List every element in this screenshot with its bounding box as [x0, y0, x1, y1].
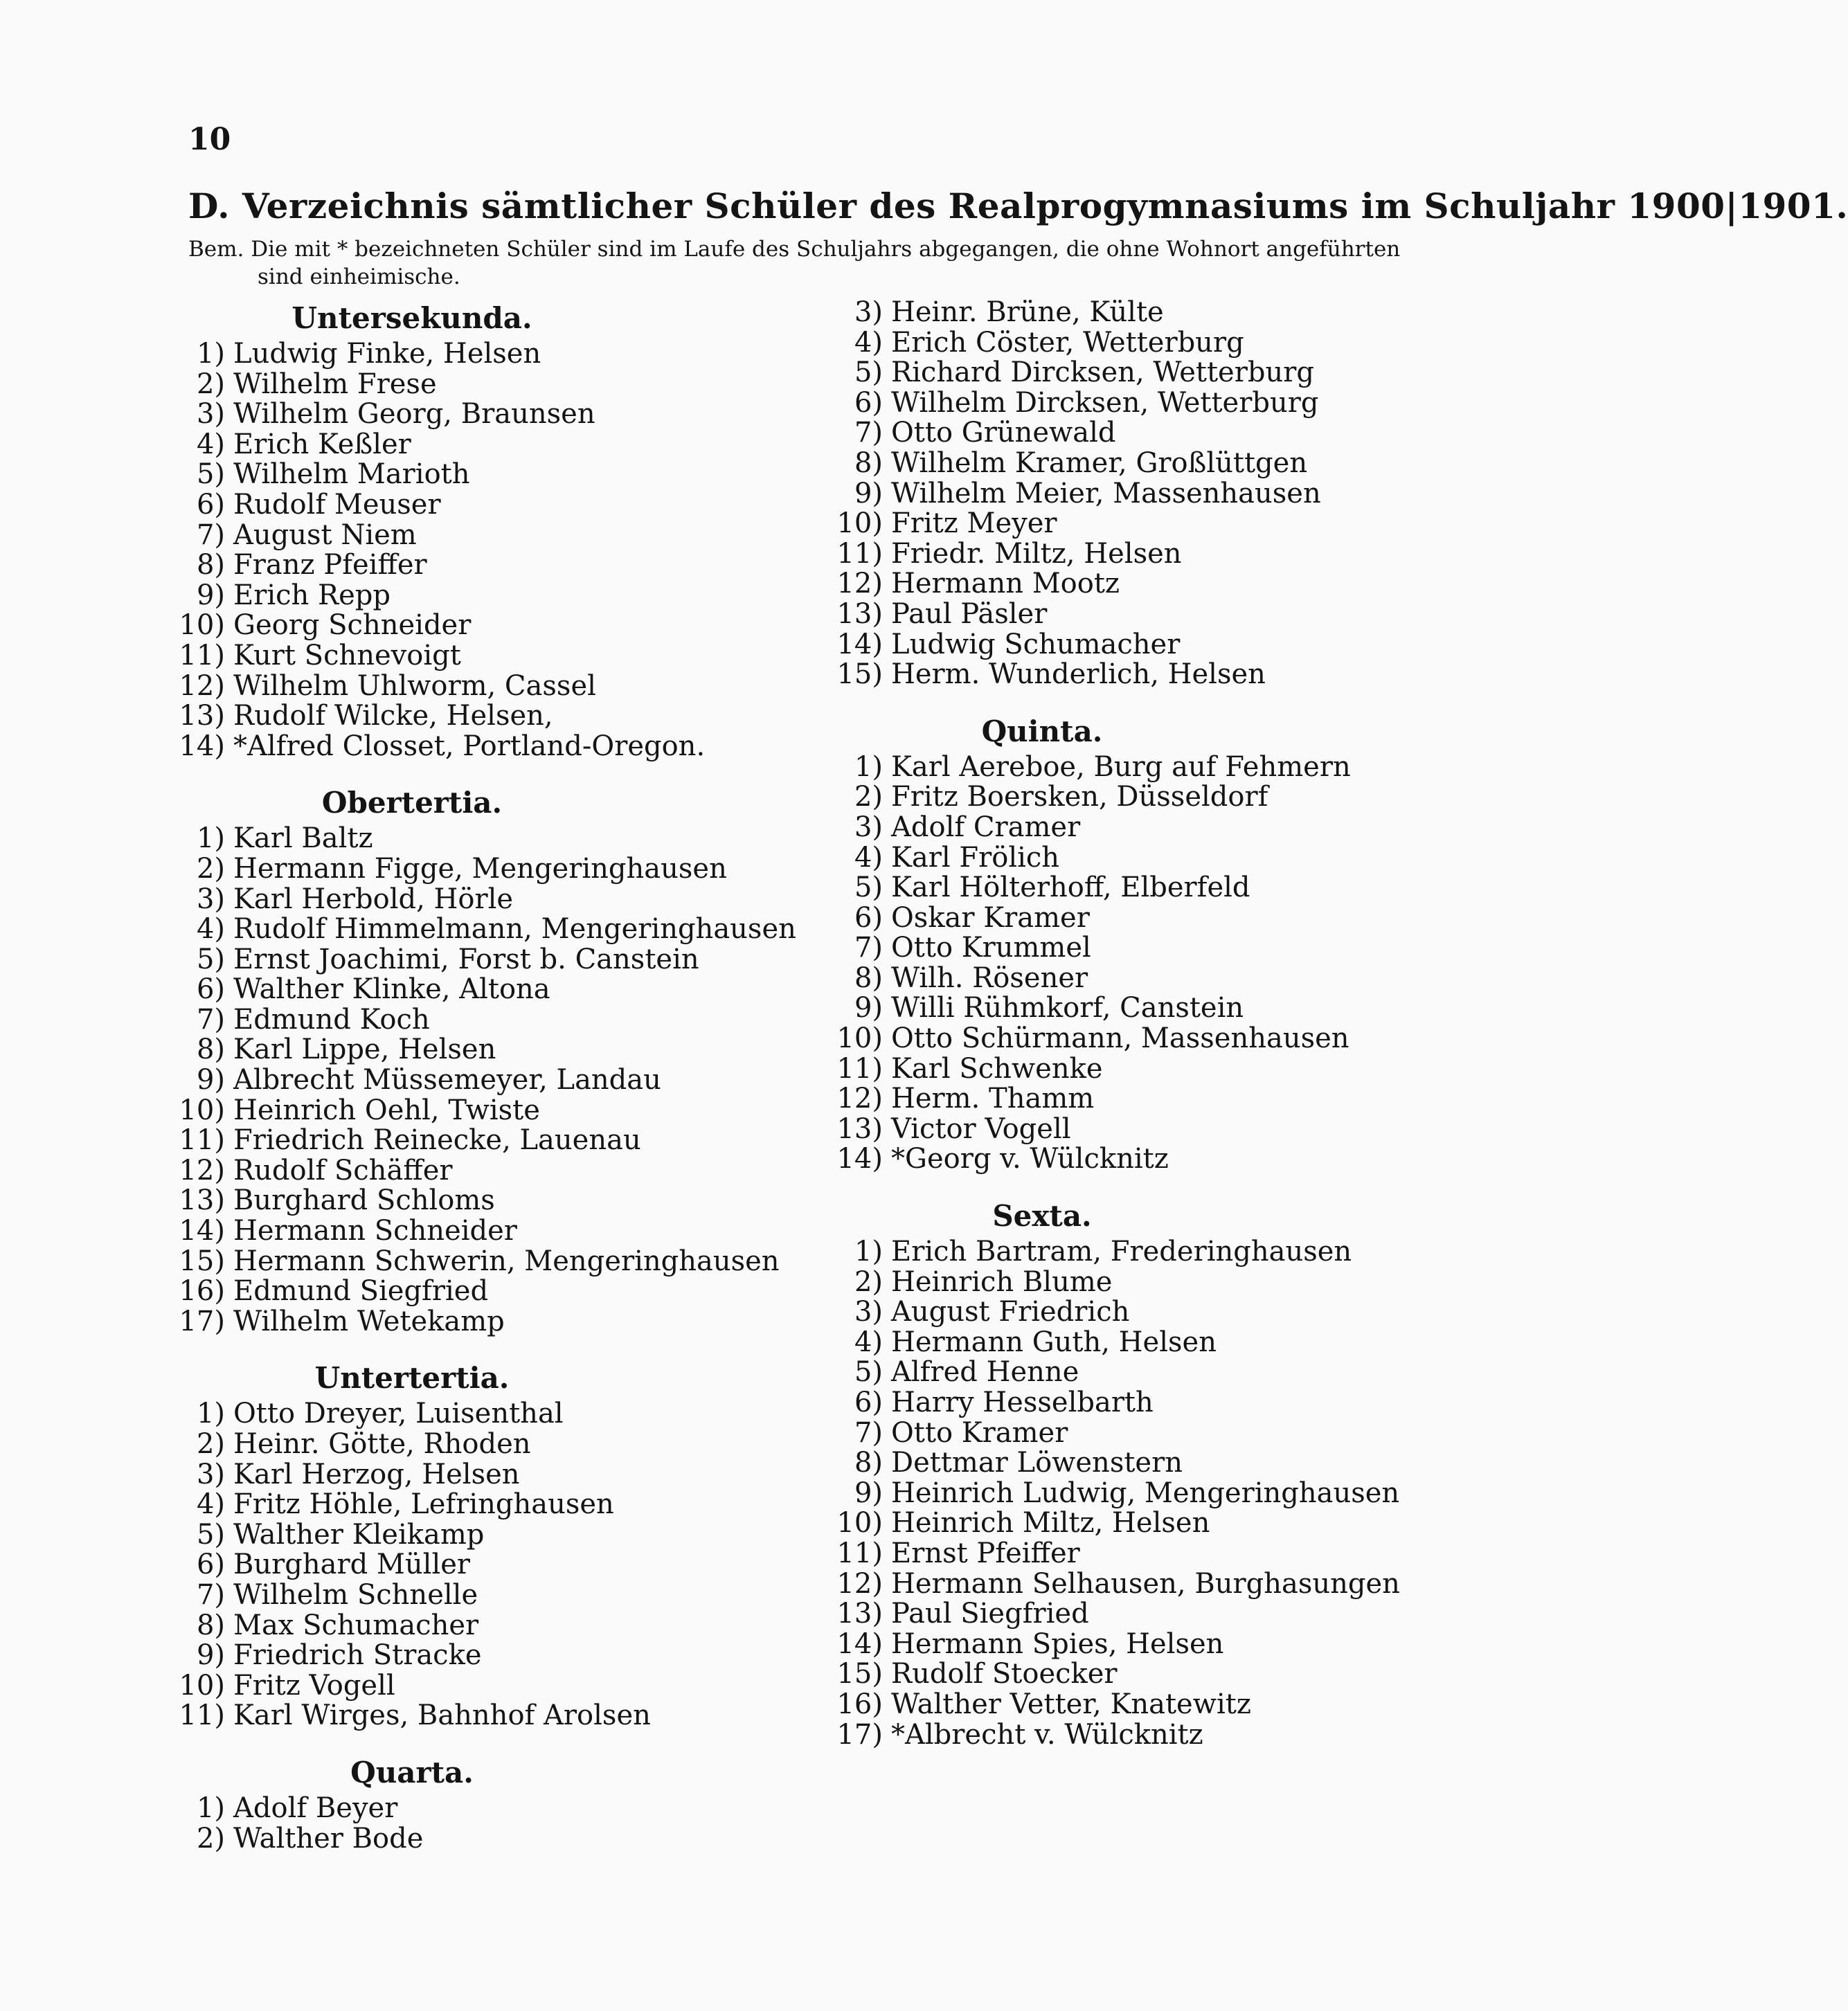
student-name: Fritz Vogell	[233, 1669, 395, 1702]
student-name: August Niem	[233, 518, 417, 551]
page-number: 10	[188, 122, 231, 157]
student-name: Walther Klinke, Altona	[233, 973, 550, 1006]
entry-number: 1)	[854, 750, 883, 783]
student-name: Wilhelm Georg, Braunsen	[233, 398, 595, 431]
entry-number: 10)	[836, 1507, 883, 1540]
student-entry	[820, 630, 1444, 660]
student-entry	[820, 993, 1444, 1024]
page-title: D. Verzeichnis sämtlicher Schüler des Realprogymnasiums im Schuljahr 1900|1901.	[188, 186, 1848, 226]
student-entry	[163, 1399, 786, 1430]
student-entry	[163, 1035, 786, 1065]
student-entry	[163, 913, 796, 946]
entry-number: 3)	[196, 883, 225, 915]
student-entry	[163, 641, 786, 671]
class-title: Quinta.	[981, 714, 1103, 748]
class-title: Untertertia.	[314, 1361, 510, 1396]
entry-number: 11)	[836, 537, 883, 570]
student-entry	[820, 873, 1444, 903]
student-entry	[820, 388, 1444, 419]
student-list	[820, 752, 1444, 1175]
student-name: Wilhelm Meier, Massenhausen	[891, 477, 1321, 509]
student-name: Paul Siegfried	[891, 1598, 1089, 1630]
student-name: Herm. Thamm	[891, 1083, 1095, 1115]
student-entry	[820, 1690, 1444, 1720]
student-name: Heinrich Miltz, Helsen	[891, 1507, 1210, 1540]
entry-number: 6)	[854, 1387, 883, 1418]
entry-number: 3)	[854, 296, 883, 328]
entry-number: 7)	[854, 1416, 883, 1449]
student-entry	[163, 339, 786, 370]
student-entry	[820, 813, 1444, 843]
student-entry	[163, 1460, 786, 1490]
entry-number: 8)	[854, 447, 883, 479]
student-name: Edmund Siegfried	[233, 1275, 489, 1308]
entry-number: 10)	[179, 1669, 225, 1702]
student-name: Karl Wirges, Bahnhof Arolsen	[233, 1699, 651, 1732]
entry-number: 2)	[196, 1428, 225, 1460]
entry-number: 15)	[836, 658, 883, 691]
student-name: Ernst Pfeiffer	[891, 1537, 1080, 1569]
entry-number: 16)	[836, 1688, 883, 1720]
entry-number: 9)	[196, 579, 225, 611]
student-entry	[163, 975, 786, 1005]
entry-number: 5)	[854, 1356, 883, 1389]
student-list	[163, 1399, 786, 1731]
student-name: Heinrich Oehl, Twiste	[233, 1094, 540, 1126]
student-entry	[163, 430, 786, 460]
entry-number: 10)	[179, 609, 225, 642]
entry-number: 10)	[179, 1094, 225, 1126]
student-name: Karl Hölterhoff, Elberfeld	[891, 872, 1250, 904]
student-name: *Albrecht v. Wülcknitz	[891, 1718, 1203, 1751]
entry-number: 9)	[196, 1064, 225, 1097]
entry-number: 7)	[854, 932, 883, 964]
student-name: Adolf Cramer	[891, 811, 1081, 843]
student-name: Max Schumacher	[233, 1609, 479, 1641]
student-name: Friedrich Reinecke, Lauenau	[233, 1124, 641, 1157]
entry-number: 8)	[196, 1034, 225, 1066]
entry-number: 17)	[836, 1718, 883, 1751]
student-entry	[820, 1024, 1444, 1054]
student-name: August Friedrich	[891, 1296, 1130, 1328]
left-column	[163, 298, 796, 1877]
student-name: Rudolf Wilcke, Helsen,	[233, 700, 553, 732]
student-name: Hermann Schneider	[233, 1215, 517, 1247]
entry-number: 14)	[836, 1627, 883, 1660]
student-name: Wilhelm Schnelle	[233, 1578, 478, 1611]
student-name: Herm. Wunderlich, Helsen	[891, 658, 1266, 691]
entry-number: 6)	[854, 901, 883, 934]
entry-number: 11)	[179, 1124, 225, 1157]
student-name: Harry Hesselbarth	[891, 1387, 1154, 1418]
student-name: Rudolf Meuser	[233, 488, 441, 521]
student-entry	[163, 1794, 786, 1824]
entry-number: 8)	[854, 962, 883, 994]
entry-number: 11)	[179, 1699, 225, 1732]
student-entry	[163, 1307, 786, 1337]
class-section	[163, 300, 786, 761]
remark-line-2: sind einheimische.	[258, 264, 460, 289]
entry-number: 2)	[196, 368, 225, 400]
student-entry	[163, 611, 786, 641]
entry-number: 14)	[836, 1143, 883, 1175]
student-entry	[820, 660, 1444, 690]
student-list	[163, 339, 786, 761]
student-name: Erich Bartram, Frederinghausen	[891, 1236, 1352, 1268]
class-section	[163, 1360, 786, 1731]
student-entry	[820, 599, 1444, 630]
entry-number: 4)	[196, 1488, 225, 1521]
student-entry	[820, 479, 1444, 509]
student-entry	[163, 1824, 786, 1855]
student-name: Wilhelm Wetekamp	[233, 1305, 505, 1337]
student-name: Rudolf Stoecker	[891, 1658, 1118, 1690]
student-entry	[820, 1508, 1444, 1539]
student-entry	[820, 328, 1444, 359]
entry-number: 5)	[854, 357, 883, 389]
entry-number: 6)	[196, 488, 225, 521]
entry-number: 17)	[179, 1305, 225, 1337]
student-entry	[163, 671, 786, 702]
student-entry	[820, 1569, 1444, 1600]
entry-number: 12)	[179, 1154, 225, 1187]
entry-number: 13)	[179, 1184, 225, 1217]
student-entry	[820, 1265, 1444, 1298]
student-entry	[163, 1611, 786, 1641]
student-list	[163, 1794, 786, 1854]
student-entry	[820, 843, 1444, 874]
entry-number: 1)	[196, 822, 225, 855]
student-entry	[820, 752, 1444, 783]
student-entry	[820, 1237, 1444, 1268]
entry-number: 3)	[854, 1296, 883, 1328]
student-list	[820, 298, 1444, 690]
student-entry	[163, 1277, 786, 1307]
student-name: *Georg v. Wülcknitz	[891, 1143, 1169, 1175]
entry-number: 16)	[179, 1275, 225, 1308]
student-name: Walther Bode	[233, 1822, 424, 1855]
student-name: Heinr. Götte, Rhoden	[233, 1428, 531, 1460]
entry-number: 9)	[854, 477, 883, 509]
student-entry	[163, 1550, 786, 1580]
entry-number: 11)	[836, 1537, 883, 1569]
student-entry	[820, 509, 1444, 539]
student-entry	[820, 1720, 1444, 1751]
student-name: Otto Dreyer, Luisenthal	[233, 1398, 564, 1430]
entry-number: 1)	[196, 1398, 225, 1430]
entry-number: 6)	[196, 1549, 225, 1581]
entry-number: 4)	[196, 428, 225, 460]
student-entry	[163, 1096, 786, 1126]
entry-number: 1)	[196, 338, 225, 370]
entry-number: 5)	[854, 872, 883, 904]
student-entry	[163, 1247, 786, 1277]
student-name: Erich Cöster, Wetterburg	[891, 326, 1244, 359]
student-entry	[820, 1627, 1444, 1660]
entry-number: 9)	[854, 1477, 883, 1509]
entry-number: 13)	[836, 1598, 883, 1630]
student-name: Ludwig Schumacher	[891, 628, 1181, 660]
student-entry	[820, 418, 1444, 449]
student-name: Walther Vetter, Knatewitz	[891, 1688, 1251, 1720]
student-name: Karl Herbold, Hörle	[233, 883, 514, 915]
entry-number: 8)	[196, 549, 225, 581]
student-name: Wilh. Rösener	[891, 962, 1088, 994]
student-entry	[820, 782, 1444, 813]
entry-number: 10)	[836, 1022, 883, 1055]
student-entry	[163, 1065, 786, 1096]
entry-number: 7)	[196, 1003, 225, 1036]
entry-number: 1)	[196, 1792, 225, 1824]
student-name: Rudolf Schäffer	[233, 1154, 453, 1187]
student-entry	[820, 539, 1444, 570]
student-name: Hermann Spies, Helsen	[891, 1627, 1224, 1660]
student-name: Paul Päsler	[891, 597, 1048, 630]
student-name: Hermann Schwerin, Mengeringhausen	[233, 1245, 780, 1277]
entry-number: 2)	[854, 781, 883, 813]
student-entry	[820, 298, 1444, 328]
student-name: Wilhelm Marioth	[233, 458, 470, 491]
entry-number: 7)	[196, 1578, 225, 1611]
student-entry	[163, 1216, 786, 1247]
entry-number: 5)	[196, 458, 225, 491]
student-entry	[163, 370, 786, 400]
entry-number: 1)	[854, 1236, 883, 1268]
class-title: Quarta.	[350, 1755, 474, 1789]
student-name: Otto Grünewald	[891, 417, 1116, 449]
entry-number: 4)	[854, 1326, 883, 1358]
student-entry	[163, 1490, 786, 1520]
student-entry	[820, 1539, 1444, 1569]
student-entry	[820, 1418, 1444, 1449]
student-name: Edmund Koch	[233, 1003, 430, 1036]
student-entry	[820, 903, 1444, 934]
student-entry	[163, 1005, 786, 1036]
student-name: Wilhelm Dircksen, Wetterburg	[891, 386, 1319, 419]
entry-number: 7)	[854, 417, 883, 449]
class-title: Untersekunda.	[291, 301, 532, 335]
student-entry	[820, 1599, 1444, 1630]
student-entry	[163, 1701, 786, 1731]
student-name: Burghard Schloms	[233, 1184, 495, 1217]
class-section	[820, 1198, 1444, 1750]
entry-number: 4)	[854, 841, 883, 874]
student-entry	[163, 1126, 786, 1156]
entry-number: 10)	[836, 507, 883, 540]
student-name: Fritz Meyer	[891, 507, 1057, 540]
student-name: Adolf Beyer	[233, 1792, 398, 1824]
class-title: Sexta.	[992, 1199, 1092, 1234]
student-entry	[820, 1448, 1444, 1479]
class-section	[820, 714, 1444, 1175]
student-name: Friedr. Miltz, Helsen	[891, 537, 1182, 570]
student-name: Albrecht Müssemeyer, Landau	[233, 1064, 661, 1097]
student-name: Karl Aereboe, Burg auf Fehmern	[891, 750, 1351, 783]
student-name: Kurt Schnevoigt	[233, 639, 461, 671]
student-name: Willi Rühmkorf, Canstein	[891, 992, 1244, 1025]
student-entry	[163, 885, 786, 915]
student-entry	[163, 1186, 786, 1216]
student-entry	[163, 1430, 786, 1460]
student-entry	[163, 854, 786, 885]
entry-number: 8)	[854, 1447, 883, 1479]
student-entry	[820, 1084, 1444, 1115]
entry-number: 12)	[836, 568, 883, 600]
entry-number: 9)	[196, 1639, 225, 1672]
student-name: Richard Dircksen, Wetterburg	[891, 357, 1314, 389]
student-name: Otto Kramer	[891, 1416, 1068, 1449]
entry-number: 14)	[179, 730, 225, 762]
student-entry	[163, 1671, 786, 1702]
student-name: Karl Baltz	[233, 822, 373, 855]
entry-number: 3)	[196, 398, 225, 431]
student-name: Wilhelm Frese	[233, 368, 437, 400]
student-entry	[820, 964, 1444, 994]
student-entry	[163, 399, 786, 430]
student-name: Otto Schürmann, Massenhausen	[891, 1022, 1349, 1055]
student-name: Oskar Kramer	[891, 901, 1090, 934]
entry-number: 15)	[836, 1658, 883, 1690]
student-name: Karl Schwenke	[891, 1052, 1103, 1085]
entry-number: 13)	[179, 700, 225, 732]
student-name: Heinrich Blume	[891, 1265, 1113, 1298]
class-section	[163, 785, 796, 1337]
student-entry	[820, 1054, 1444, 1085]
entry-number: 11)	[179, 639, 225, 671]
student-list	[163, 822, 796, 1337]
student-name: Wilhelm Uhlworm, Cassel	[233, 669, 596, 702]
entry-number: 12)	[836, 1083, 883, 1115]
student-name: Burghard Müller	[233, 1549, 471, 1581]
student-name: Ernst Joachimi, Forst b. Canstein	[233, 943, 699, 975]
student-name: Georg Schneider	[233, 609, 472, 642]
class-title: Obertertia.	[321, 786, 503, 820]
student-name: Rudolf Himmelmann, Mengeringhausen	[233, 913, 796, 946]
student-name: Heinr. Brüne, Külte	[891, 296, 1164, 328]
student-entry	[163, 1520, 786, 1551]
student-name: Fritz Höhle, Lefringhausen	[233, 1488, 614, 1521]
student-name: Heinrich Ludwig, Mengeringhausen	[891, 1477, 1400, 1509]
student-name: Hermann Guth, Helsen	[891, 1326, 1217, 1358]
entry-number: 4)	[196, 913, 225, 946]
student-entry	[163, 701, 786, 732]
student-name: Hermann Figge, Mengeringhausen	[233, 852, 727, 885]
student-entry	[820, 449, 1444, 479]
right-column	[820, 298, 1444, 1774]
entry-number: 3)	[854, 811, 883, 843]
class-section	[163, 1755, 786, 1854]
entry-number: 4)	[854, 326, 883, 359]
entry-number: 11)	[836, 1052, 883, 1085]
student-entry	[163, 945, 786, 975]
student-entry	[820, 358, 1444, 388]
entry-number: 2)	[854, 1265, 883, 1298]
entry-number: 13)	[836, 1112, 883, 1145]
entry-number: 3)	[196, 1458, 225, 1490]
student-name: Alfred Henne	[891, 1356, 1079, 1389]
entry-number: 12)	[179, 669, 225, 702]
student-entry	[163, 460, 786, 490]
entry-number: 5)	[196, 1518, 225, 1551]
entry-number: 15)	[179, 1245, 225, 1277]
entry-number: 14)	[179, 1215, 225, 1247]
student-entry	[820, 1659, 1444, 1690]
student-entry	[820, 1358, 1444, 1388]
remark-note	[188, 235, 1407, 291]
entry-number: 2)	[196, 852, 225, 885]
student-name: Otto Krummel	[891, 932, 1091, 964]
entry-number: 6)	[854, 386, 883, 419]
student-entry	[163, 732, 786, 762]
student-entry	[163, 1156, 786, 1187]
student-name: Karl Herzog, Helsen	[233, 1458, 520, 1490]
student-entry	[163, 550, 786, 581]
student-name: *Alfred Closset, Portland-Oregon.	[233, 730, 706, 762]
student-entry	[820, 1479, 1444, 1509]
student-entry	[163, 1641, 786, 1671]
entry-number: 6)	[196, 973, 225, 1006]
student-name: Hermann Selhausen, Burghasungen	[891, 1567, 1400, 1600]
student-name: Victor Vogell	[891, 1112, 1071, 1145]
student-entry	[163, 518, 786, 551]
entry-number: 9)	[854, 992, 883, 1025]
student-entry	[820, 1328, 1444, 1358]
student-name: Franz Pfeiffer	[233, 549, 427, 581]
student-name: Fritz Boersken, Düsseldorf	[891, 781, 1268, 813]
student-entry	[163, 581, 786, 611]
student-entry	[163, 1580, 786, 1611]
student-name: Ludwig Finke, Helsen	[233, 338, 541, 370]
student-entry	[163, 824, 786, 854]
student-name: Karl Frölich	[891, 841, 1060, 874]
student-name: Dettmar Löwenstern	[891, 1447, 1183, 1479]
student-name: Erich Repp	[233, 579, 391, 611]
student-name: Friedrich Stracke	[233, 1639, 482, 1672]
student-list	[820, 1237, 1444, 1750]
student-entry	[820, 1297, 1444, 1328]
student-entry	[820, 1144, 1444, 1175]
student-name: Erich Keßler	[233, 428, 411, 460]
entry-number: 12)	[836, 1567, 883, 1600]
student-entry	[820, 1388, 1444, 1418]
student-name: Wilhelm Kramer, Großlüttgen	[891, 447, 1308, 479]
entry-number: 5)	[196, 943, 225, 975]
entry-number: 13)	[836, 597, 883, 630]
student-entry	[820, 933, 1444, 964]
student-entry	[163, 490, 786, 521]
entry-number: 7)	[196, 518, 225, 551]
student-name: Hermann Mootz	[891, 568, 1120, 600]
class-section	[820, 298, 1444, 690]
entry-number: 2)	[196, 1822, 225, 1855]
student-name: Karl Lippe, Helsen	[233, 1034, 496, 1066]
student-entry	[820, 569, 1444, 599]
student-entry	[820, 1112, 1444, 1145]
student-name: Walther Kleikamp	[233, 1518, 485, 1551]
remark-line-1: Bem. Die mit * bezeichneten Schüler sind im Laufe des Schuljahrs abgegangen, die ohne Wohnort angeführten	[188, 237, 1401, 262]
entry-number: 14)	[836, 628, 883, 660]
entry-number: 8)	[196, 1609, 225, 1641]
